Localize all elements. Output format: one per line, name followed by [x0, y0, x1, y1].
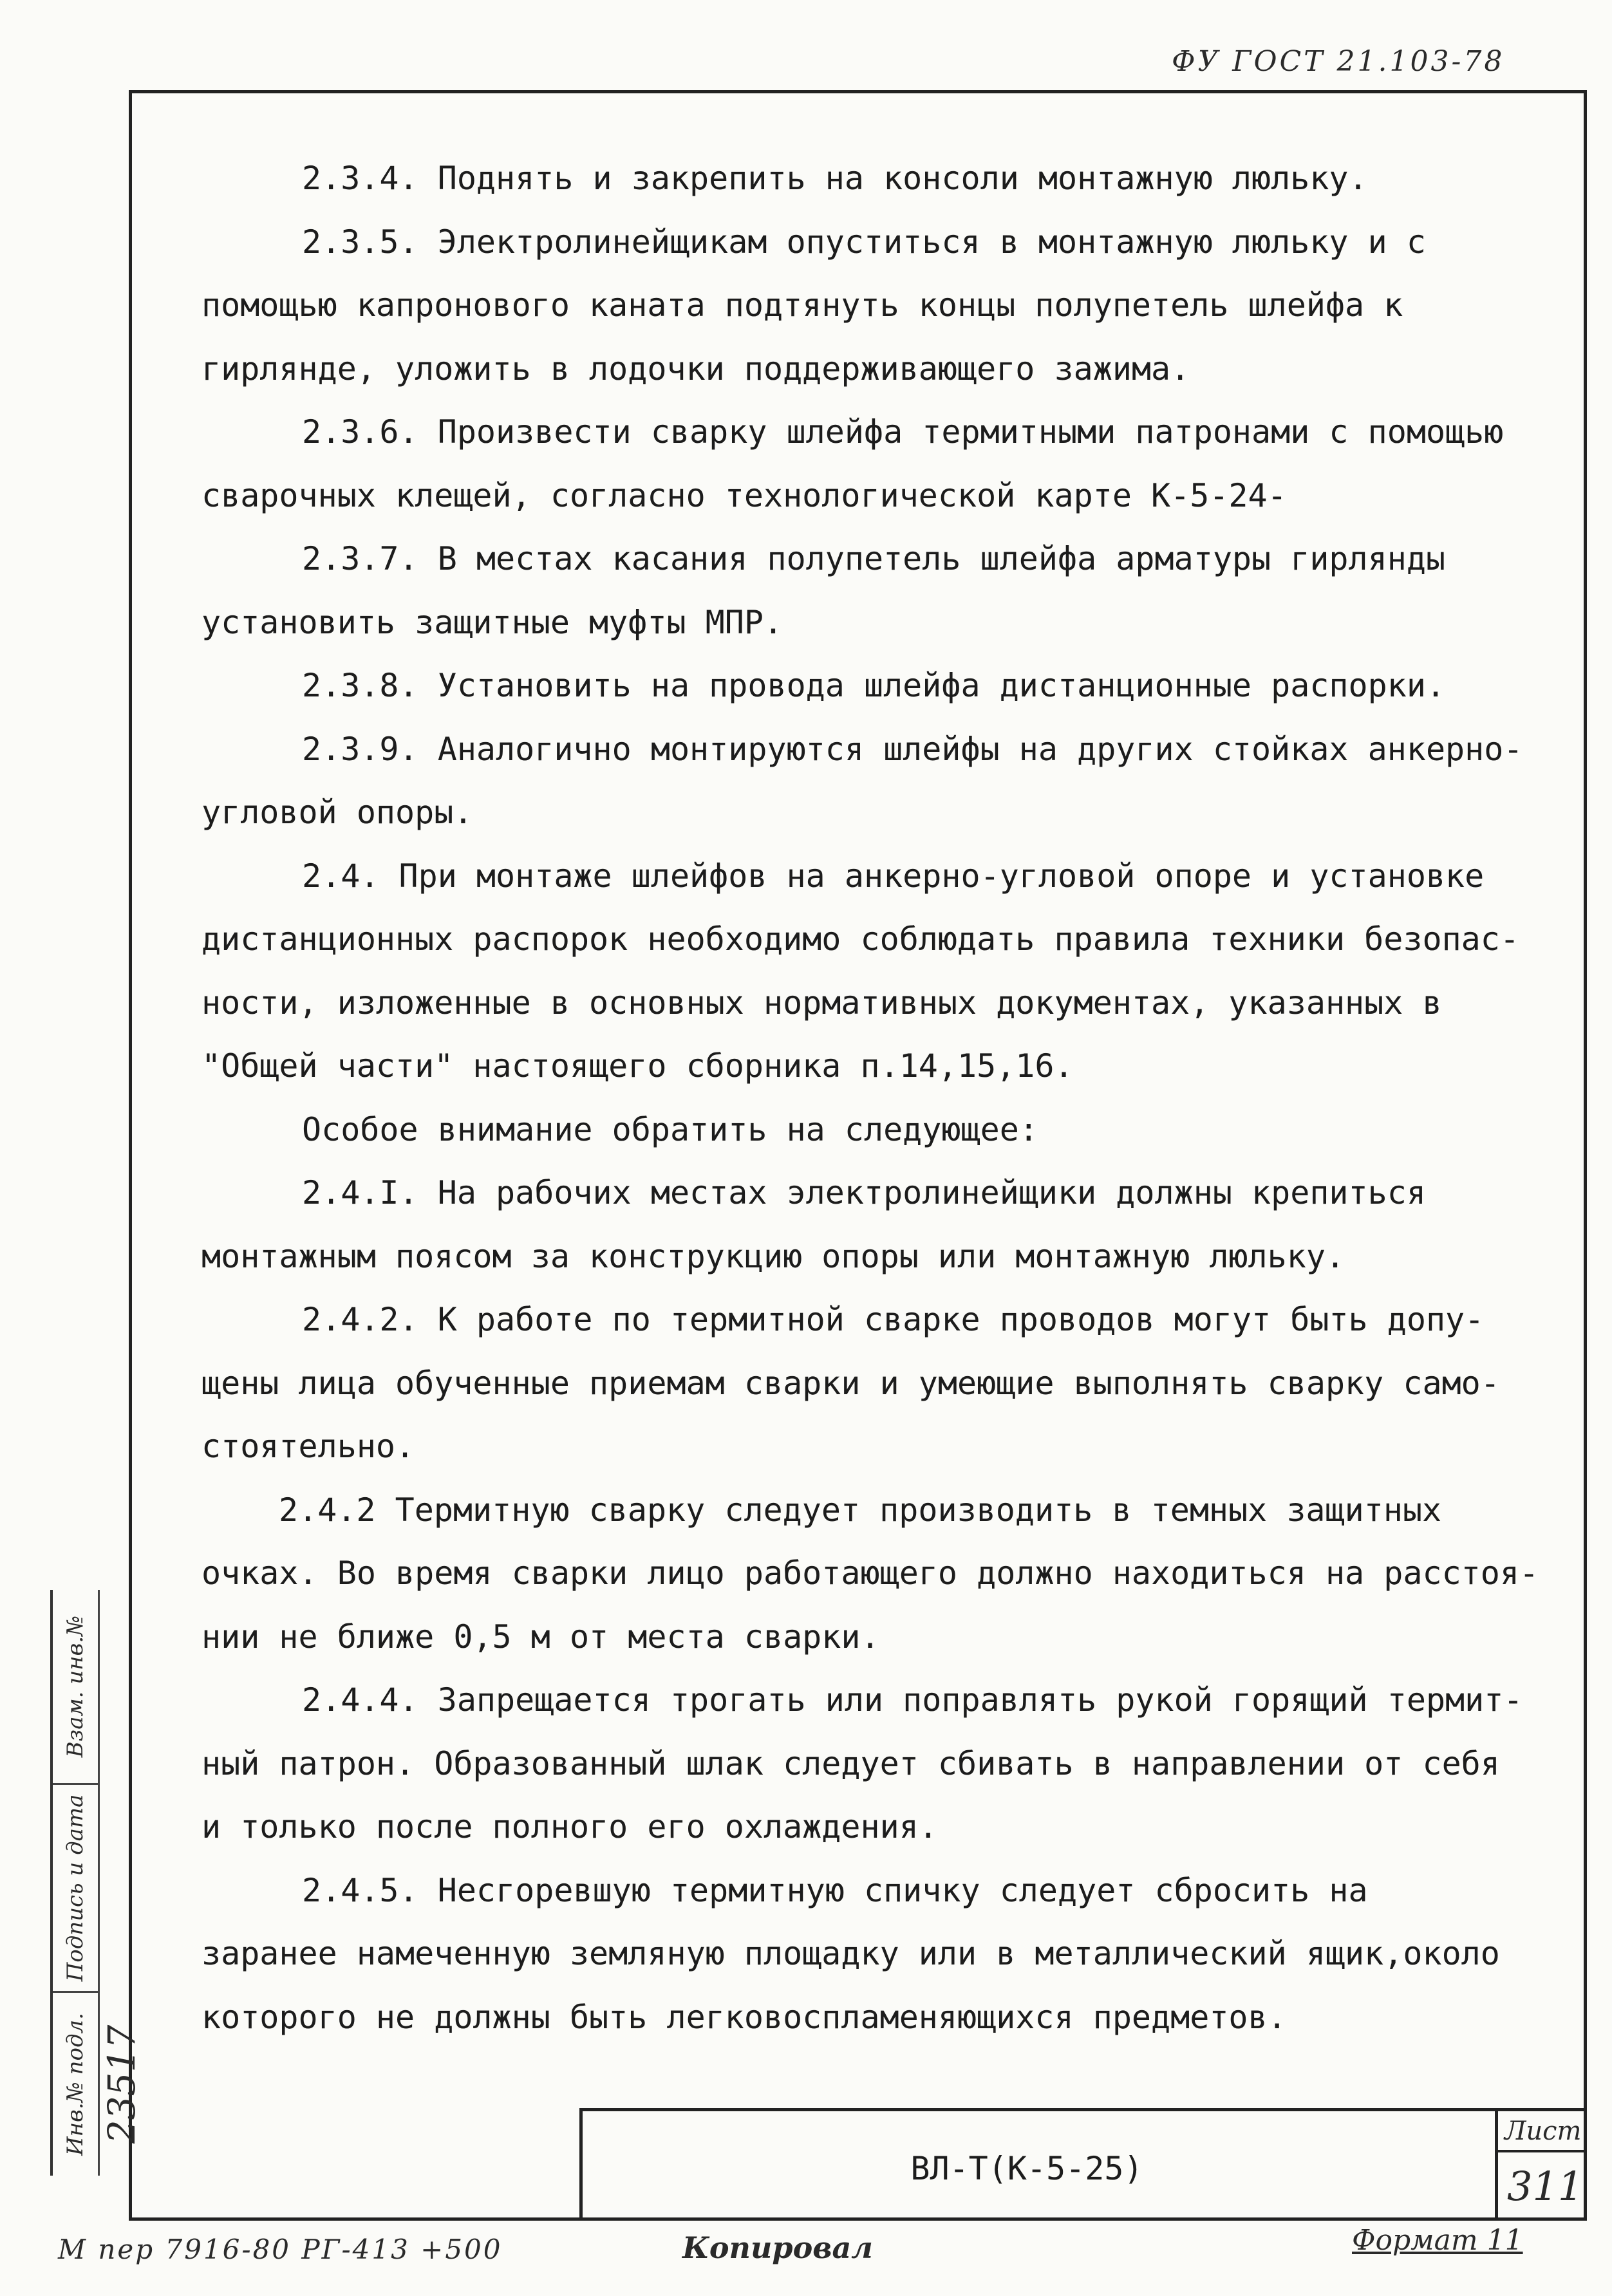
inventory-number: 23517: [100, 2024, 144, 2144]
footer-left: М пер 7916-80 РГ-413 +500: [58, 2234, 503, 2265]
text-line: 2.4.2. К работе по термитной сварке проводов могут быть допу-: [302, 1301, 1485, 1338]
text-line: 2.4.2 Термитную сварку следует производить в темных защитных: [279, 1491, 1442, 1529]
text-line: заранее намеченную земляную площадку или в металлический ящик,около: [202, 1935, 1500, 1972]
text-line: 2.4.4. Запрещается трогать или поправлять рукой горящий термит-: [302, 1681, 1523, 1719]
text-line: ный патрон. Образованный шлак следует сбивать в направлении от себя: [202, 1744, 1500, 1782]
text-line: очках. Во время сварки лицо работающего должно находиться на расстоя-: [202, 1554, 1539, 1592]
text-line: стоятельно.: [202, 1428, 415, 1465]
side-cell-original: [53, 1993, 98, 2176]
header-note: ФУ ГОСТ 21.103-78: [1172, 45, 1505, 78]
text-line: 2.4.5. Несгоревшую термитную спичку следует сбросить на: [302, 1871, 1368, 1909]
sheet-divider: [1498, 2150, 1587, 2152]
text-line: щены лица обученные приемам сварки и умеющие выполнять сварку само-: [202, 1364, 1500, 1402]
text-line: 2.4.I. На рабочих местах электролинейщики должны крепиться: [302, 1174, 1426, 1211]
document-code: ВЛ-Т(К-5-25): [910, 2150, 1143, 2187]
side-cell-signature: [53, 1785, 98, 1993]
text-line: угловой опоры.: [202, 794, 473, 831]
side-stamp-values: [99, 1590, 144, 2176]
side-stamp: [50, 1590, 146, 2176]
text-line: 2.3.9. Аналогично монтируются шлейфы на других стойках анкерно-: [302, 730, 1523, 768]
text-line: которого не должны быть легковоспламеняющихся предметов.: [202, 1998, 1287, 2036]
text-line: 2.3.6. Произвести сварку шлейфа термитными патронами с помощью: [302, 413, 1504, 451]
text-line: монтажным поясом за конструкцию опоры или монтажную люльку.: [202, 1237, 1345, 1275]
text-line: 2.3.8. Установить на провода шлейфа дистанционные распорки.: [302, 667, 1446, 704]
text-line: 2.3.5. Электролинейщикам опуститься в монтажную люльку и с: [302, 223, 1426, 261]
sheet-number: 311: [1507, 2163, 1584, 2210]
side-label-signature: Подпись и дата: [62, 1794, 88, 1982]
side-label-replacement: Взам. инв.№: [62, 1615, 88, 1758]
title-block: [579, 2108, 1587, 2217]
text-line: дистанционных распорок необходимо соблюдать правила техники безопас-: [202, 920, 1519, 958]
side-cell-replacement: [53, 1590, 98, 1785]
text-line: установить защитные муфты МПР.: [202, 603, 783, 641]
document-body: [202, 147, 1541, 2049]
text-line: гирлянде, уложить в лодочки поддерживающего зажима.: [202, 350, 1190, 387]
footer-copied: Копировал: [682, 2230, 873, 2265]
side-stamp-labels: [53, 1590, 100, 2176]
side-label-original: Инв.№ подл.: [62, 2013, 88, 2156]
text-line: Особое внимание обратить на следующее:: [302, 1110, 1038, 1148]
text-line: 2.3.4. Поднять и закрепить на консоли монтажную люльку.: [302, 160, 1368, 197]
text-line: 2.3.7. В местах касания полупетель шлейфа арматуры гирлянды: [302, 540, 1446, 577]
text-line: и только после полного его охлаждения.: [202, 1808, 938, 1845]
text-line: помощью капронового каната подтянуть концы полупетель шлейфа к: [202, 286, 1403, 324]
text-line: сварочных клещей, согласно технологической карте К-5-24-: [202, 476, 1287, 514]
footer-format: Формат 11: [1352, 2224, 1523, 2257]
text-line: "Общей части" настоящего сборника п.14,15,16.: [202, 1047, 1074, 1085]
text-line: нии не ближе 0,5 м от места сварки.: [202, 1618, 880, 1656]
text-line: ности, изложенные в основных нормативных документах, указанных в: [202, 984, 1442, 1022]
inventory-number-cell: [99, 1993, 144, 2176]
text-line: 2.4. При монтаже шлейфов на анкерно-угловой опоре и установке: [302, 857, 1485, 895]
sheet-box: [1495, 2111, 1587, 2217]
sheet-label: Лист: [1504, 2116, 1582, 2146]
